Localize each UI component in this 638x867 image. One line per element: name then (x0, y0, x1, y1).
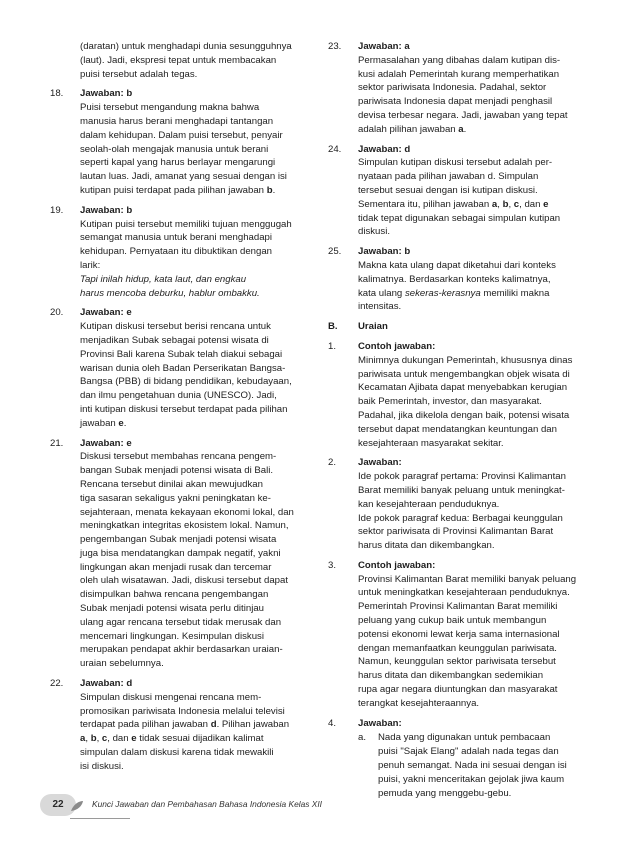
poem-line: Tapi inilah hidup, kata laut, dan engkau (80, 273, 247, 285)
text-line: Provinsi Kalimantan Barat memiliki banyak peluang (358, 573, 577, 585)
text-line (80, 732, 312, 746)
answer-letter: e (118, 417, 124, 429)
section-title: Uraian (358, 321, 388, 333)
text-line: pariwisata untuk mengembangkan objek wisata di (358, 368, 570, 380)
text-line: puisi, yakni menceritakan gejolak jiwa kaum (378, 773, 565, 785)
text-segment: , (497, 198, 503, 210)
text-line: Subak menjadi potensi wisata perlu ditinjau (80, 603, 264, 615)
option-letter: c (513, 198, 520, 210)
text-line: (daratan) untuk menghadapi dunia sesungguhnya (80, 41, 292, 52)
text-line: nyataan pada pilihan jawaban d. Simpulan (358, 171, 539, 183)
text-line: Permasalahan yang dibahas dalam kutipan dis- (358, 54, 561, 66)
text-segment: . (463, 123, 467, 135)
question-number: 18. (50, 88, 64, 100)
text-segment: jawaban (80, 417, 119, 429)
text-line: Kecamatan Ajibata dapat menyebabkan kerugian (358, 382, 568, 394)
text-line: pemuda yang menggebu-gebu. (378, 787, 512, 799)
text-line: tidak tepat digunakan sebagai simpulan kutipan (358, 212, 561, 224)
text-line: intensitas. (358, 301, 402, 313)
question-number: 19. (50, 204, 64, 216)
text-line: juga bisa mendatangkan dampak negatif, yakni (80, 547, 281, 559)
question-25 (328, 245, 590, 314)
answer-label: Jawaban: d (80, 678, 133, 690)
text-line: oleh ulah wisatawan. Jadi, diskusi tersebut dapat (80, 575, 288, 587)
text-segment: , dan (519, 198, 544, 210)
text-segment: tidak sesuai dijadikan kalimat (136, 733, 264, 745)
answer-label: Jawaban: b (358, 246, 411, 258)
text-line: larik: (80, 259, 101, 271)
text-line (80, 417, 312, 431)
italic-term: sekeras-kerasnya (404, 287, 481, 299)
text-line: Simpulan diskusi mengenai rencana mem- (80, 691, 262, 703)
text-line: Puisi tersebut mengandung makna bahwa (80, 102, 260, 114)
text-line: meningkatkan integritas ekosistem lokal. Namun, (80, 520, 289, 532)
text-line: sejahteraan, menata kekayaan ekonomi lokal, dan (80, 506, 294, 518)
sub-letter: a. (358, 732, 367, 744)
option-letter: e (543, 198, 549, 210)
answer-label: Jawaban: d (358, 143, 411, 155)
text-segment: kutipan puisi terdapat pada pilihan jawaban (80, 184, 267, 196)
question-24 (328, 143, 590, 240)
text-line (80, 718, 312, 732)
text-line: peluang yang cukup baik untuk membangun (358, 615, 547, 627)
answer-label: Jawaban: e (80, 437, 132, 449)
text-line: sektor pariwisata di Provinsi Kalimantan Barat (358, 526, 554, 538)
text-segment: . (272, 184, 276, 196)
text-line: kan kesejahteraan penduduknya. (358, 498, 500, 510)
text-line: Simpulan kutipan diskusi tersebut adalah per- (358, 157, 553, 169)
text-line: Nada yang digunakan untuk pembacaan (378, 732, 551, 744)
text-segment: , (85, 733, 91, 745)
text-line: dengan memanfaatkan keunggulan pariwisata. (358, 642, 557, 654)
question-22 (50, 677, 312, 774)
answer-label: Jawaban: (358, 457, 402, 469)
text-line: baik Pemerintah, investor, dan masyarakat. (358, 396, 542, 408)
text-line: disimpulkan bahwa rencana pengembangan (80, 589, 269, 601)
answer-label: Jawaban: b (80, 88, 133, 100)
option-letter: e (131, 733, 137, 745)
question-number: 20. (50, 307, 64, 319)
text-segment: terdapat pada pilihan jawaban (80, 719, 211, 731)
text-line: seolah-olah mengajak manusia untuk berani (80, 143, 269, 155)
text-line: devisa terbesar negara. Jadi, jawaban yang tepat (358, 109, 568, 121)
text-line (358, 287, 590, 301)
text-line: Barat memiliki banyak peluang untuk meningkat- (358, 484, 565, 496)
option-letter: a (491, 198, 498, 210)
question-20 (50, 306, 312, 430)
text-segment: . (123, 417, 127, 429)
text-line: pariwisata Indonesia dapat menjadi penghasil (358, 96, 553, 108)
text-line: untuk meningkatkan kesejahteraan penduduknya. (358, 587, 570, 599)
poem-line: harus mencoba deburku, hablur ombakku. (80, 287, 260, 299)
question-number: 2. (328, 457, 337, 469)
option-letter: a (80, 733, 86, 745)
text-line: dalam kehidupan. Dalam puisi tersebut, penyair (80, 129, 283, 141)
text-line: Kutipan diskusi tersebut berisi rencana untuk (80, 321, 271, 333)
answer-label: Jawaban: (358, 717, 402, 729)
text-segment: kata ulang (358, 287, 405, 299)
footer-title: Kunci Jawaban dan Pembahasan Bahasa Indonesia Kelas XII (92, 799, 323, 809)
section-letter: B. (328, 321, 338, 333)
text-line: Minimnya dukungan Pemerintah, khususnya dinas (358, 354, 573, 366)
text-line: potensi ekonomi lewat kerja sama internasional (358, 628, 560, 640)
text-line: menjadikan Subak sebagai potensi wisata di (80, 334, 269, 346)
text-line: tersebut dapat mendatangkan keuntungan dan (358, 423, 557, 435)
text-line: Provinsi Bali karena Subak telah diakui sebagai (80, 348, 283, 360)
text-line: simpulan dalam diskusi karena tidak mewakili (80, 747, 274, 759)
text-line: Kutipan puisi tersebut memiliki tujuan menggugah (80, 218, 292, 230)
text-segment: Sementara itu, pilihan jawaban (358, 198, 492, 210)
text-line: kesejahteraan masyarakat sekitar. (358, 437, 504, 449)
question-18 (50, 87, 312, 197)
text-line: semangat manusia untuk berani menghadapi (80, 232, 273, 244)
text-line: manusia harus berani menghadapi tantangan (80, 115, 274, 127)
text-line: pengembangan Subak menjadi potensi wisata (80, 534, 277, 546)
text-line: Ide pokok paragraf pertama: Provinsi Kalimantan (358, 471, 566, 483)
text-line: dan ilmu pengetahuan dunia (UNESCO). Jadi, (80, 390, 277, 402)
text-segment: . Pilihan jawaban (216, 719, 290, 731)
essay-2 (328, 456, 590, 553)
question-number: 1. (328, 340, 337, 352)
text-line: lautan luas. Jadi, amanat yang sesuai dengan isi (80, 171, 287, 183)
question-number: 23. (328, 41, 342, 52)
text-segment: adalah pilihan jawaban (358, 123, 459, 135)
text-line: puisi tersebut adalah tegas. (80, 68, 198, 80)
text-segment: , (508, 198, 514, 210)
text-line: merupakan pendapat akhir berdasarkan uraian- (80, 644, 283, 656)
answer-label: Contoh jawaban: (358, 340, 436, 352)
question-number: 24. (328, 143, 342, 155)
text-line: kusi adalah Pemerintah kurang memperhatikan (358, 68, 560, 80)
text-line: penuh semangat. Nada ini sesuai dengan isi (378, 760, 567, 772)
section-heading (328, 320, 590, 334)
intro-continuation (80, 40, 312, 81)
question-number: 21. (50, 437, 64, 449)
text-line: Makna kata ulang dapat diketahui dari konteks (358, 259, 556, 271)
answer-letter: b (266, 184, 273, 196)
essay-1 (328, 340, 590, 450)
text-line: mencemari lingkungan. Kesimpulan diskusi (80, 630, 264, 642)
answer-label: Jawaban: a (358, 41, 410, 52)
question-number: 4. (328, 717, 337, 729)
text-line: seperti kapal yang harus berlayar mengarungi (80, 157, 276, 169)
text-line: kalimatnya. Berdasarkan konteks kalimatnya, (358, 273, 551, 285)
text-line: Rencana tersebut dinilai akan mewujudkan (80, 478, 263, 490)
question-23 (328, 40, 590, 137)
leaf-ornament-icon (70, 800, 84, 812)
text-segment: , (96, 733, 102, 745)
page-footer (40, 792, 600, 820)
page-number: 22 (40, 794, 76, 816)
text-line: ulang agar rencana tersebut tidak merusak dan (80, 616, 282, 628)
sub-answer-a (358, 731, 590, 800)
text-line: (laut). Jadi, ekspresi tepat untuk membacakan (80, 54, 277, 66)
text-line: promosikan pariwisata Indonesia melalui televisi (80, 705, 285, 717)
text-line: Pemerintah Provinsi Kalimantan Barat memiliki (358, 601, 558, 613)
question-21 (50, 437, 312, 672)
text-line: Ide pokok paragraf kedua: Berbagai keunggulan (358, 512, 563, 524)
text-line: uraian sebelumnya. (80, 658, 164, 670)
text-line: warisan dunia oleh Badan Perserikatan Bangsa- (80, 362, 286, 374)
text-line: bangan Subak menjadi potensi wisata di Bali. (80, 465, 274, 477)
text-line (80, 184, 312, 198)
text-line: lingkungan akan menjadi rusak dan tercemar (80, 561, 272, 573)
text-line (358, 123, 590, 137)
text-line (358, 198, 590, 212)
text-line: Namun, keunggulan sektor pariwisata tersebut (358, 656, 556, 668)
question-19 (50, 204, 312, 301)
text-line: diskusi. (358, 226, 390, 238)
text-line: tiga sasaran sekaligus yakni peningkatan ke- (80, 492, 271, 504)
answer-letter: a (458, 123, 464, 135)
answer-label: Jawaban: b (80, 204, 133, 216)
text-segment: memiliki makna (480, 287, 550, 299)
answer-label: Jawaban: e (80, 307, 132, 319)
question-number: 25. (328, 246, 342, 258)
option-letter: c (101, 733, 108, 745)
text-line: tersebut sesuai dengan isi kutipan diskusi. (358, 184, 538, 196)
question-number: 22. (50, 678, 64, 690)
text-line: Padahal, jika dikelola dengan baik, potensi wisata (358, 409, 570, 421)
text-line: puisi "Sajak Elang" adalah nada tegas dan (378, 746, 559, 758)
option-letter: b (90, 733, 97, 745)
text-line: isi diskusi. (80, 760, 124, 772)
answer-letter: d (210, 719, 217, 731)
text-line: inti kutipan diskusi tersebut terdapat pada pilihan (80, 403, 288, 415)
question-number: 3. (328, 559, 337, 571)
essay-4 (328, 717, 590, 801)
text-line: kehidupan. Pernyataan itu dibuktikan dengan (80, 246, 273, 258)
text-line: Diskusi tersebut membahas rencana pengem- (80, 451, 277, 463)
text-segment: , dan (107, 733, 132, 745)
text-line: sektor pariwisata Indonesia. Padahal, sektor (358, 82, 547, 94)
footer-rule (70, 818, 130, 819)
right-column (328, 40, 590, 806)
option-letter: b (502, 198, 509, 210)
text-line: harus ditata dan dikembangkan. (358, 540, 495, 552)
answer-label: Contoh jawaban: (358, 559, 436, 571)
text-line: harus ditata dan dikembangkan sedemikian (358, 670, 544, 682)
left-column (50, 40, 312, 780)
essay-3 (328, 559, 590, 711)
text-line: rupa agar negara diuntungkan dan masyarakat (358, 684, 558, 696)
text-line: Bangsa (PBB) di bidang pendidikan, kebudayaan, (80, 376, 292, 388)
text-line: terangkat kesejahteraannya. (358, 697, 480, 709)
